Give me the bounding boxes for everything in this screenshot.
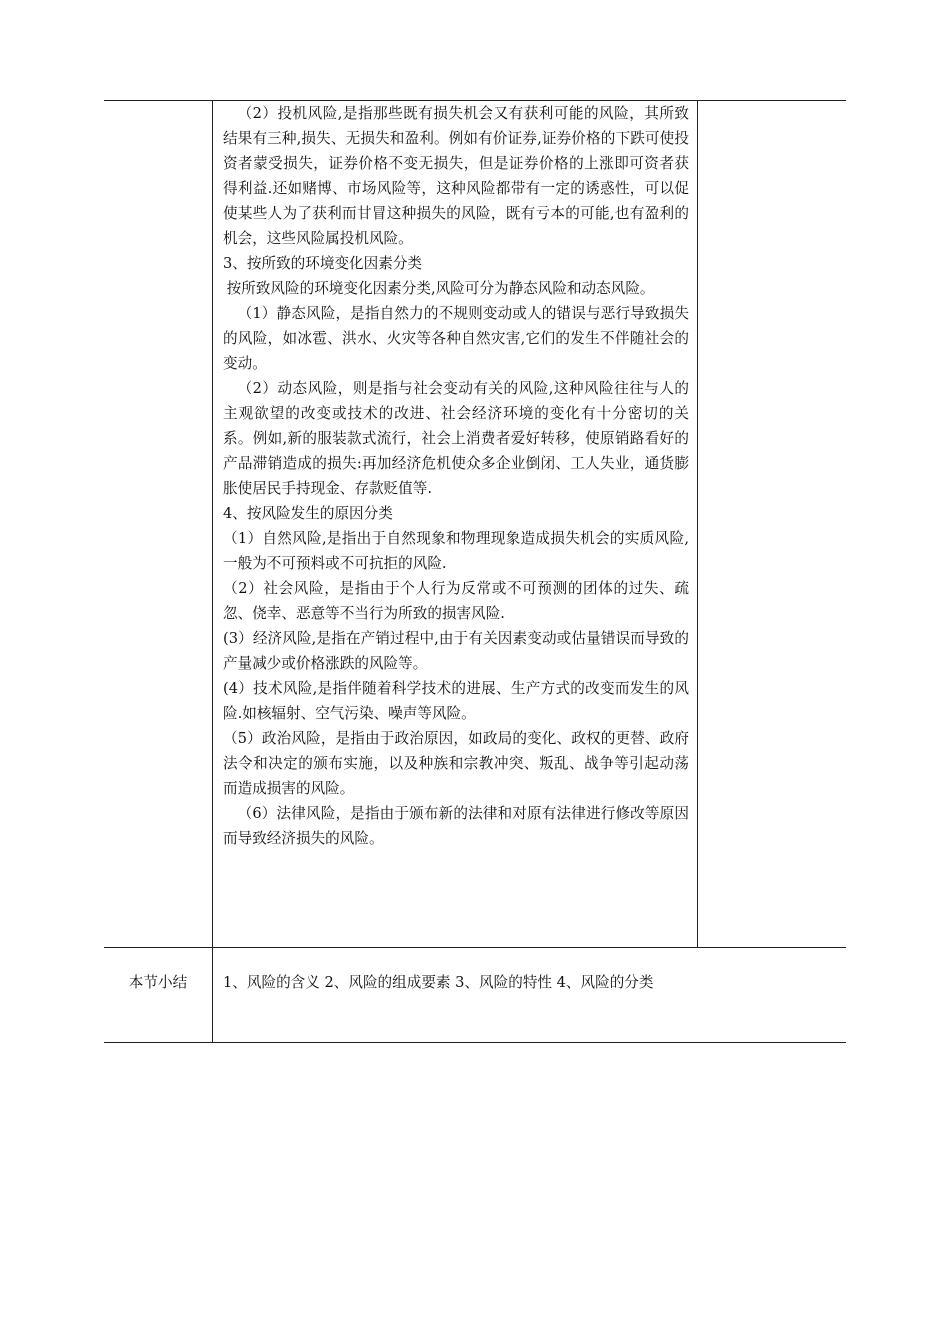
summary-content-cell <box>213 948 847 1043</box>
paragraph-static-risk: （1）静态风险，是指自然力的不规则变动或人的错误与恶行导致损失的风险，如冰雹、洪水、火灾等各种自然灾害,它们的发生不伴随社会的变动。 <box>223 305 689 372</box>
paragraph-dynamic-risk: （2）动态风险，则是指与社会变动有关的风险,这种风险往往与人的主观欲望的改变或技术的改进、社会经济环境的变化有十分密切的关系。例如,新的服装款式流行，社会上消费者爱好转移，使原销路看好的产品滞销造成的损失:再加经济危机使众多企业倒闭、工人失业，通货膨胀使居民手持现金、存款贬值等. <box>223 380 689 497</box>
summary-label: 本节小结 <box>128 974 188 991</box>
heading-environment-classification: 3、按所致的环境变化因素分类 <box>223 255 423 272</box>
paragraph-political-risk: （5）政治风险，是指由于政治原因，如政局的变化、政权的更替、政府法令和决定的颁布实施，以及种族和宗教冲突、叛乱、战争等引起动荡而造成损害的风险。 <box>223 730 689 797</box>
content-text <box>213 101 697 851</box>
notes-cell <box>698 101 847 948</box>
content-cell <box>213 101 698 948</box>
heading-cause-classification: 4、按风险发生的原因分类 <box>223 505 393 522</box>
summary-text: 1、风险的含义 2、风险的组成要素 3、风险的特性 4、风险的分类 <box>223 974 654 991</box>
summary-label-cell <box>104 948 213 1043</box>
paragraph-natural-risk: （1）自然风险,是指出于自然现象和物理现象造成损失机会的实质风险,一般为不可预料或不可抗拒的风险. <box>223 530 689 572</box>
lesson-table <box>104 100 846 1043</box>
paragraph-technical-risk: (4）技术风险,是指伴随着科学技术的进展、生产方式的改变而发生的风险.如核辐射、空气污染、噪声等风险。 <box>223 680 689 722</box>
paragraph-speculative-risk: （2）投机风险,是指那些既有损失机会又有获利可能的风险，其所致结果有三种,损失、无损失和盈利。例如有价证券,证券价格的下跌可使投资者蒙受损失，证券价格不变无损失，但是证券价格的上涨即可资者获得利益.还如赌博、市场风险等，这种风险都带有一定的诱惑性，可以促使某些人为了获利而甘冒这种损失的风险，既有亏本的可能,也有盈利的机会，这些风险属投机风险。 <box>223 105 689 247</box>
paragraph-legal-risk: （6）法律风险，是指由于颁布新的法律和对原有法律进行修改等原因而导致经济损失的风险。 <box>223 805 689 847</box>
content-row <box>104 101 846 948</box>
summary-row <box>104 948 846 1043</box>
paragraph-social-risk: （2）社会风险，是指由于个人行为反常或不可预测的团体的过失、疏忽、侥幸、恶意等不当行为所致的损害风险. <box>223 580 689 622</box>
paragraph-economic-risk: (3）经济风险,是指在产销过程中,由于有关因素变动或估量错误而导致的产量减少或价格涨跌的风险等。 <box>223 630 689 672</box>
paragraph-environment-intro: 按所致风险的环境变化因素分类,风险可分为静态风险和动态风险。 <box>226 280 655 297</box>
row-label-cell <box>104 101 213 948</box>
